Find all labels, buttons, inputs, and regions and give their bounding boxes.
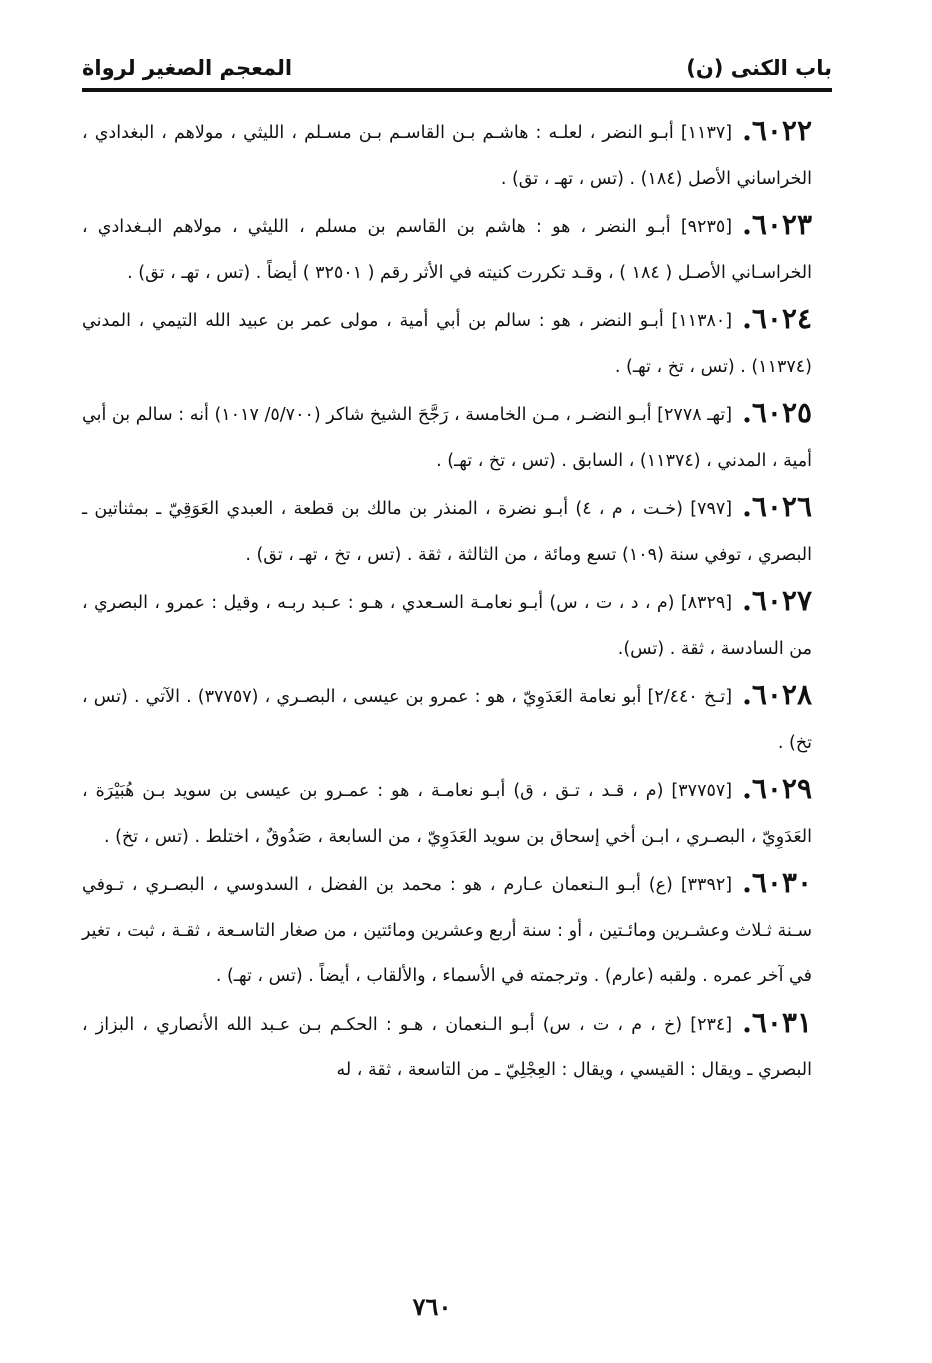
entry-text: [٣٣٩٢] (ع) أبـو الـنعمان عـارم ، هو : محمد بن الفضل ، السدوسي ، البصـري ، تـوفي سـنة ثـلاث وعشـرين ومائـتين ، أو : سنة أربع وعشرين ومائتين ، من صغار التاسـعة ، ثقـة ، ثبت ، تغير في آخر عمره . ولقبه (عارم) . وترجمته في الأسماء ، والألقاب ، أيضاً . (تس ، تهـ) .: [82, 875, 812, 986]
entry-number: ٦٠٢٤.: [742, 302, 812, 335]
page-header: [82, 44, 832, 92]
entry-number: ٦٠٢٣.: [742, 208, 812, 241]
entry-text: [٩٢٣٥] أبـو النضر ، هو : هاشم بن القاسم بن مسلم ، الليثي ، مولاهم البـغدادي ، الخراسـاني الأصـل ( ١٨٤ ) ، وقـد تكررت كنيته في الأثر رقم ( ٣٢٥٠١ ) أيضاً . (تس ، تهـ ، تق) .: [82, 217, 812, 283]
entry-text: [٧٩٧] (خـت ، م ، ٤) أبـو نضرة ، المنذر بن مالك بن قطعة ، العبدي العَوَقِيّ ـ بمثناتين ـ البصري ، توفي سنة (١٠٩) تسع ومائة ، من الثالثة ، ثقة . (تس ، تخ ، تهـ ، تق) .: [82, 499, 812, 565]
entry-6027: [82, 578, 812, 672]
entry-6025: [82, 390, 812, 484]
entry-6024: [82, 296, 812, 390]
entry-number: ٦٠٢٢.: [742, 114, 812, 147]
entries-body: [82, 108, 812, 1094]
entry-number: ٦٠٢٩.: [742, 772, 812, 805]
page-number: ٧٦٠: [412, 1292, 452, 1321]
entry-number: ٦٠٢٥.: [742, 396, 813, 429]
entry-6023: [82, 202, 812, 296]
entry-text: [٢٣٤] (خ ، م ، ت ، س) أبـو الـنعمان ، هـو : الحكـم بـن عـبد الله الأنصاري ، البزاز ، البصري ـ ويقال : القيسي ، ويقال : العِجْلِيّ ـ من التاسعة ، ثقة ، له: [82, 1014, 812, 1080]
entry-number: ٦٠٢٧.: [742, 584, 812, 617]
book-title: المعجم الصغير لرواة: [82, 56, 293, 80]
entry-text: [تـخ ٢/٤٤٠] أبو نعامة العَدَوِيّ ، هو : عمرو بن عيسى ، البصـري ، (٣٧٧٥٧) . الآتي . (تس ، تخ) .: [82, 687, 812, 753]
entry-6030: [82, 860, 812, 1000]
entry-text: [١١٣٧] أبـو النضر ، لعلـه : هاشـم بـن القاسـم بـن مسـلم ، الليثي ، مولاهم ، البغدادي ، الخراساني الأصل (١٨٤) . (تس ، تهـ ، تق) .: [82, 123, 812, 189]
entry-6022: [82, 108, 812, 202]
entry-6028: [82, 672, 812, 766]
entry-6026: [82, 484, 812, 578]
entry-text: [٨٣٢٩] (م ، د ، ت ، س) أبـو نعامـة السـعدي ، هـو : عـبد ربـه ، وقيل : عمرو ، البصري ، من السادسة ، ثقة . (تس).: [82, 593, 812, 659]
entry-6031: [82, 1000, 812, 1094]
entry-text: [٣٧٧٥٧] (م ، قـد ، تـق ، ق) أبـو نعامـة ، هو : عمـرو بن عيسى بن سويد بـن هُبَيْرَة ، العَدَوِيّ ، البصـري ، ابـن أخي إسحاق بن سويد العَدَوِيّ ، من السابعة ، صَدُوقٌ ، اختلط . (تس ، تخ) .: [82, 781, 812, 847]
entry-number: ٦٠٢٨.: [742, 678, 812, 711]
entry-text: [١١٣٨٠] أبـو النضر ، هو : سالم بن أبي أمية ، مولى عمر بن عبيد الله التيمي ، المدني (١١٣٧٤) . (تس ، تخ ، تهـ) .: [82, 311, 812, 377]
entry-6029: [82, 766, 812, 860]
entry-text: [تهـ ٢٧٧٨] أبـو النضـر ، مـن الخامسة ، رَجَّحَ الشيخ شاكر (٥/٧٠٠/ ١٠١٧) أنه : سالم بن أبي أمية ، المدني ، (١١٣٧٤) ، السابق . (تس ، تخ ، تهـ) .: [82, 405, 812, 471]
chapter-title: باب الكنى (ن): [686, 56, 832, 80]
entry-number: ٦٠٢٦.: [742, 490, 812, 523]
entry-number: ٦٠٣١.: [742, 1005, 812, 1039]
entry-number: ٦٠٣٠.: [742, 866, 812, 899]
